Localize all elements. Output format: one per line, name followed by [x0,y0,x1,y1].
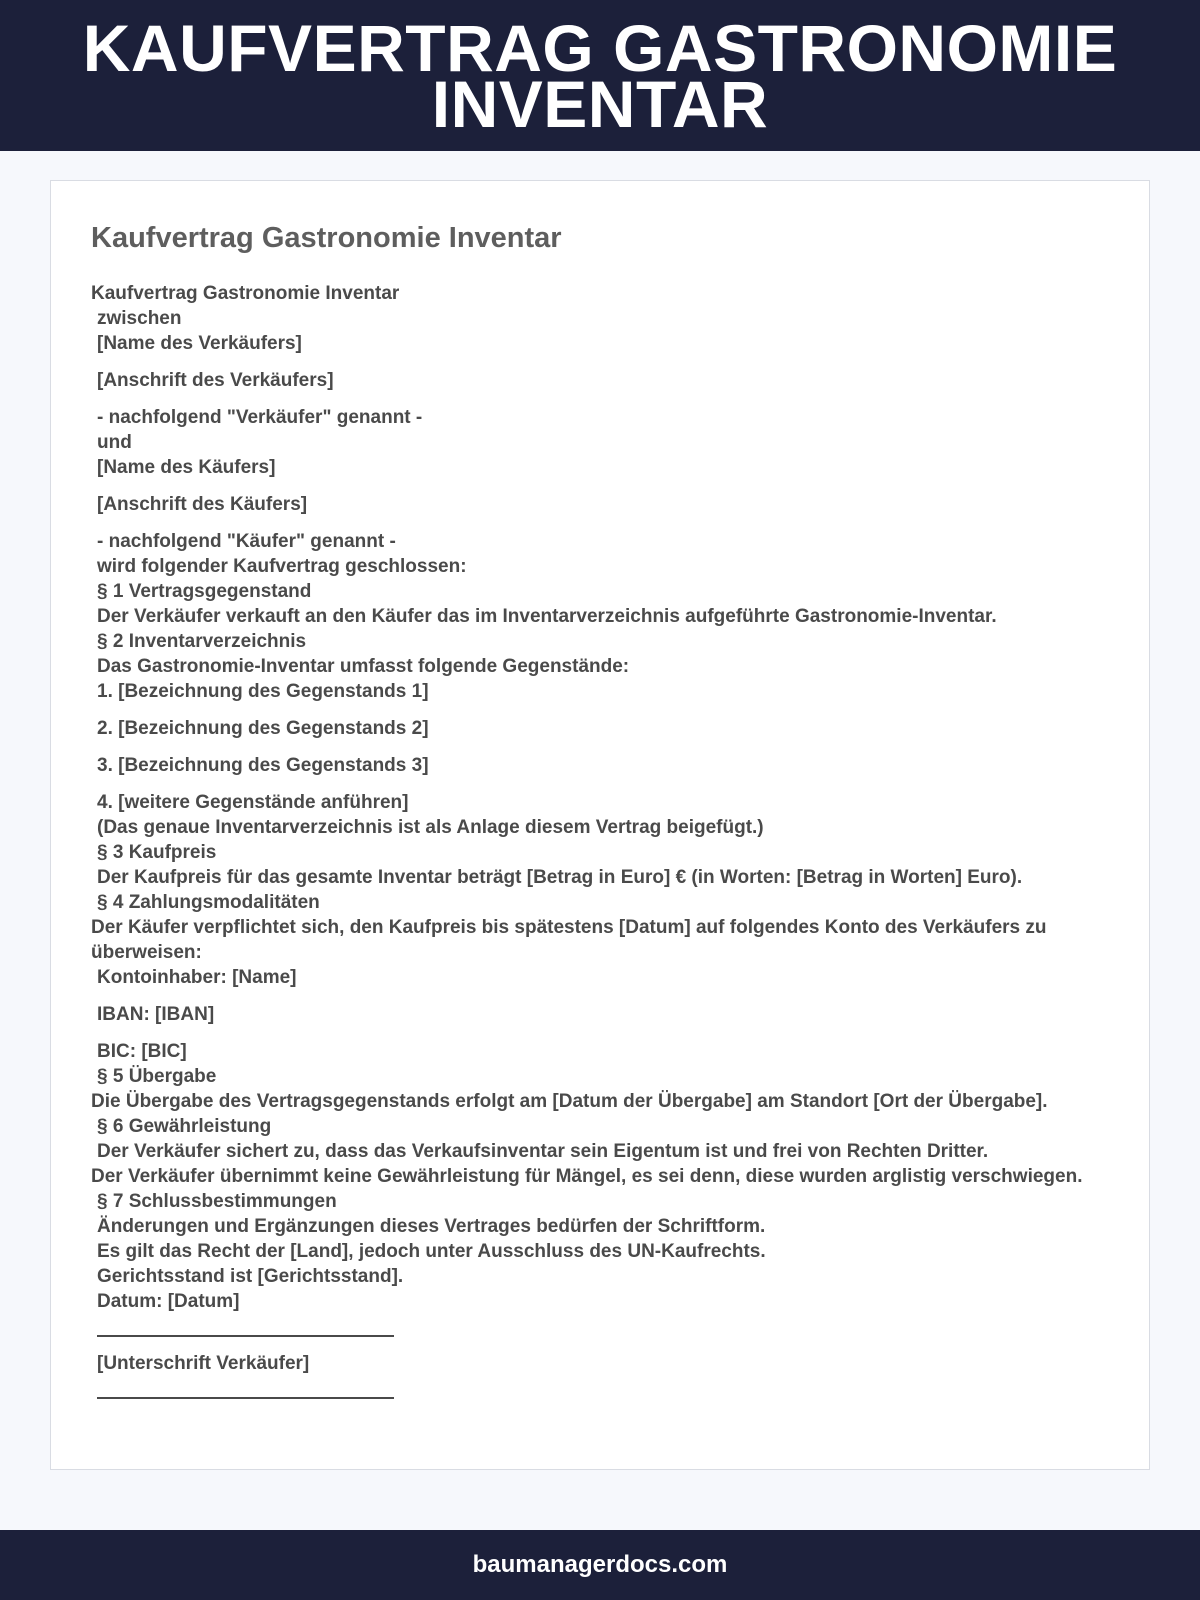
seller-address: [Anschrift des Verkäufers] [97,370,334,391]
bic: BIC: [BIC] [97,1041,187,1062]
footer-bar [0,1530,1200,1600]
document-card [50,180,1150,1470]
contract-line: Die Übergabe des Vertragsgegenstands erfolgt am [Datum der Übergabe] am Standort [Ort der Übergabe]. [91,1091,1048,1112]
page-title: KAUFVERTRAG GASTRONOMIE INVENTAR [82,10,1118,141]
section-heading: § 1 Vertragsgegenstand [97,581,312,602]
signature-line [97,1397,394,1399]
contract-line: zwischen [97,308,182,329]
iban: IBAN: [IBAN] [97,1004,215,1025]
contract-line: - nachfolgend "Verkäufer" genannt - [97,407,423,428]
section-heading: § 6 Gewährleistung [97,1116,272,1137]
contract-line: Der Kaufpreis für das gesamte Inventar beträgt [Betrag in Euro] € (in Worten: [Betrag in Worten] Euro). [97,867,1023,888]
contract-line: - nachfolgend "Käufer" genannt - [97,531,396,552]
section-heading: § 7 Schlussbestimmungen [97,1191,337,1212]
contract-body [91,281,1111,1399]
contract-line: Änderungen und Ergänzungen dieses Vertrages bedürfen der Schriftform. [97,1216,766,1237]
inventory-item: 4. [weitere Gegenstände anführen] [97,792,409,813]
contract-line: Der Verkäufer übernimmt keine Gewährleistung für Mängel, es sei denn, diese wurden arglistig verschwiegen. [91,1166,1083,1187]
seller-name: [Name des Verkäufers] [97,333,302,354]
contract-line: Gerichtsstand ist [Gerichtsstand]. [97,1266,404,1287]
contract-line: Der Käufer verpflichtet sich, den Kaufpreis bis spätestens [Datum] auf folgendes Konto des Verkäufers zu überweisen: [91,917,1047,963]
footer-site: baumanagerdocs.com [472,1551,728,1578]
contract-line: (Das genaue Inventarverzeichnis ist als Anlage diesem Vertrag beigefügt.) [97,817,764,838]
contract-line: Kaufvertrag Gastronomie Inventar [91,283,400,304]
contract-line: und [97,432,132,453]
document-title: Kaufvertrag Gastronomie Inventar [91,222,562,254]
contract-line: Der Verkäufer verkauft an den Käufer das im Inventarverzeichnis aufgeführte Gastronomie-Inventar. [97,606,997,627]
section-heading: § 5 Übergabe [97,1066,217,1087]
inventory-item: 2. [Bezeichnung des Gegenstands 2] [97,718,429,739]
contract-line: Es gilt das Recht der [Land], jedoch unter Ausschluss des UN-Kaufrechts. [97,1241,766,1262]
contract-line: wird folgender Kaufvertrag geschlossen: [97,556,467,577]
inventory-item: 3. [Bezeichnung des Gegenstands 3] [97,755,429,776]
contract-line: Das Gastronomie-Inventar umfasst folgende Gegenstände: [97,656,630,677]
seller-signature-label: [Unterschrift Verkäufer] [97,1353,310,1374]
account-holder: Kontoinhaber: [Name] [97,967,297,988]
section-heading: § 2 Inventarverzeichnis [97,631,307,652]
header-banner [0,0,1200,151]
buyer-address: [Anschrift des Käufers] [97,494,308,515]
date-line: Datum: [Datum] [97,1291,240,1312]
buyer-name: [Name des Käufers] [97,457,276,478]
signature-line [97,1335,394,1337]
contract-line: Der Verkäufer sichert zu, dass das Verkaufsinventar sein Eigentum ist und frei von Rechten Dritter. [97,1141,989,1162]
section-heading: § 3 Kaufpreis [97,842,217,863]
inventory-item: 1. [Bezeichnung des Gegenstands 1] [97,681,429,702]
section-heading: § 4 Zahlungsmodalitäten [97,892,320,913]
